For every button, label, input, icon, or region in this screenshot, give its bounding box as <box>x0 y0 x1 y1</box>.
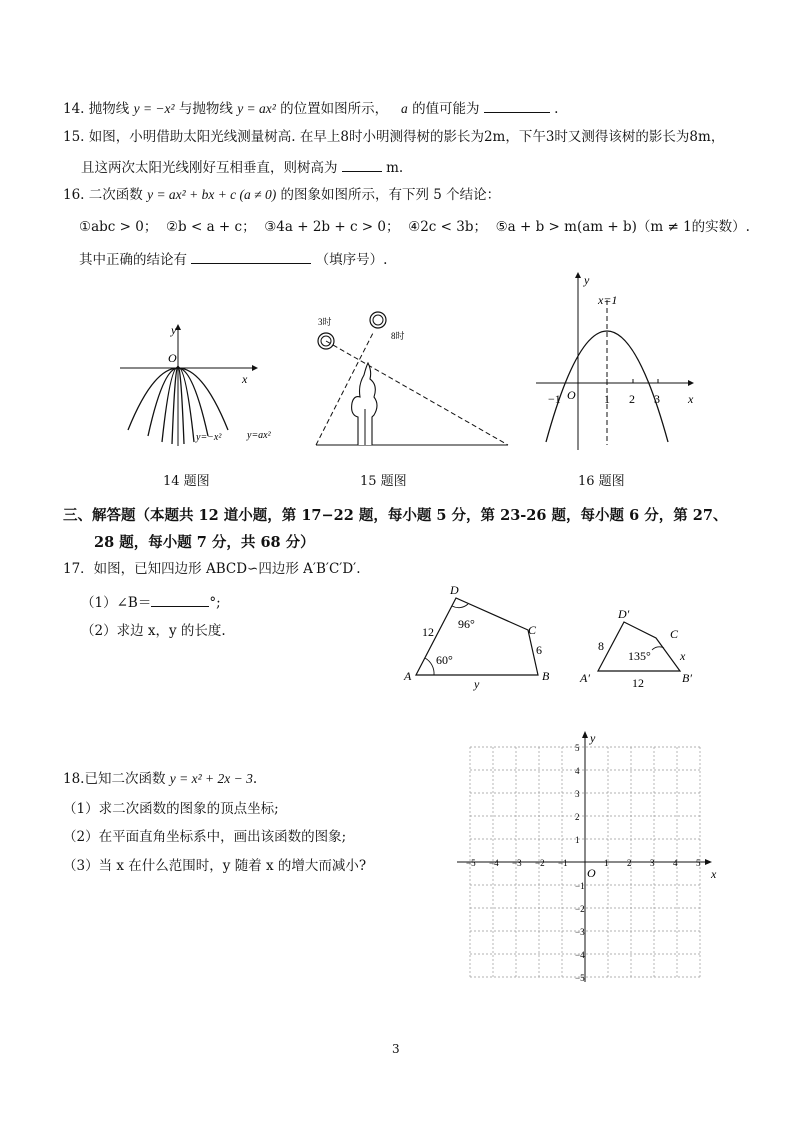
q16-text1: 二次函数 <box>88 187 143 203</box>
q16-c5: ⑤a + b > m(am + b)（m ≠ 1的实数）. <box>495 219 750 235</box>
grid-y-tick: 5 <box>575 743 580 753</box>
q14-var-a: a <box>401 101 408 116</box>
q14-text2: 与抛物线 <box>178 101 233 117</box>
q14-eq1: y = −x² <box>133 101 175 116</box>
fig15-label-8: 8时 <box>391 331 405 341</box>
section3-heading-1: 三、解答题（本题共 12 道小题，第 17−22 题，每小题 5 分，第 23-26 题，每小题 6 分，第 27、 <box>63 507 728 524</box>
fig15-ray-3 <box>326 341 508 445</box>
q17-label-A-prime: A′ <box>580 671 590 685</box>
q18-equation: y = x² + 2x − 3 <box>169 771 253 786</box>
grid-y-arrow <box>582 731 588 738</box>
q16-line1 <box>63 186 500 204</box>
q17-part1 <box>81 592 221 612</box>
fig14-origin: O <box>168 351 177 365</box>
fig15-diagram <box>308 305 518 453</box>
fig16-tick-neg1: −1 <box>548 392 561 406</box>
q18-part1: （1）求二次函数的图象的顶点坐标; <box>63 801 279 817</box>
q16-ans-text: 其中正确的结论有 <box>79 252 187 268</box>
grid-y-tick: −4 <box>575 950 585 960</box>
grid-x-tick: 1 <box>604 858 609 868</box>
page-number: 3 <box>392 1042 400 1056</box>
fig14-y-label: y <box>171 323 177 337</box>
grid-y-tick: 2 <box>575 812 580 822</box>
q16-ans-hint: （填序号）. <box>315 252 388 268</box>
fig14-caption: 14 题图 <box>163 474 210 489</box>
q16-c4: ④2c < 3b； <box>408 219 487 235</box>
q18-stem-end: . <box>252 771 258 787</box>
q14-end: . <box>554 101 559 117</box>
q17-angle-60: 60° <box>436 653 453 667</box>
fig15-label-3: 3时 <box>318 317 332 327</box>
q16-conclusions <box>79 218 750 236</box>
q15-unit: m. <box>386 160 404 176</box>
q15-number: 15. <box>63 129 85 145</box>
q14-number: 14. <box>63 101 85 117</box>
q16-eq: y = ax² + bx + c (a ≠ 0) <box>147 187 277 202</box>
fig16-parabola <box>546 331 668 442</box>
fig16-graph <box>528 270 708 455</box>
grid-y-label: y <box>590 731 596 745</box>
q17-part1-unit: °; <box>209 595 221 611</box>
grid-y-tick: −2 <box>575 904 585 914</box>
q16-c1: ①abc > 0； <box>79 219 158 235</box>
q15-answer-blank[interactable] <box>342 157 382 172</box>
q17-label-D-prime: D′ <box>618 607 630 621</box>
fig16-tick-2: 2 <box>629 392 635 406</box>
fig15-sun-8 <box>370 312 386 328</box>
grid-y-tick: 4 <box>575 766 580 776</box>
grid-y-tick: −5 <box>575 973 585 983</box>
fig14-x-label: x <box>242 372 248 386</box>
q17-quad-ABCD-prime <box>598 622 680 671</box>
grid-y-tick: 1 <box>575 835 580 845</box>
grid-x-tick: −1 <box>558 858 568 868</box>
q16-answer-line <box>79 249 387 269</box>
grid-x-arrow <box>705 859 712 865</box>
q16-text2: 的图象如图所示，有下列 5 个结论： <box>280 187 501 203</box>
q17-label-C-prime: C <box>670 627 679 641</box>
q14-text: 抛物线 <box>88 101 130 117</box>
q17-part1-text: （1）∠B＝ <box>81 595 152 611</box>
q15-line2 <box>81 157 403 177</box>
grid-x-tick: −4 <box>489 858 499 868</box>
q17-label-B-prime: B′ <box>682 671 692 685</box>
fig14-label-a: y=ax² <box>247 430 271 441</box>
fig16-x-label: x <box>688 392 694 406</box>
grid-x-tick: 5 <box>696 858 701 868</box>
grid-y-tick: −3 <box>575 927 585 937</box>
fig15-caption: 15 题图 <box>360 474 407 489</box>
q16-c3: ③4a + 2b + c > 0； <box>264 219 400 235</box>
q14-answer-blank[interactable] <box>484 98 550 113</box>
q15-line1 <box>63 128 724 146</box>
q17-angle-135: 135° <box>628 649 651 663</box>
q17-label-C: C <box>528 623 537 637</box>
fig14-graph <box>110 318 290 453</box>
q17-angle-96: 96° <box>458 617 475 631</box>
section3-heading-2: 28 题，每小题 7 分，共 68 分） <box>94 534 315 551</box>
grid-y-tick: −1 <box>575 881 585 891</box>
fig16-caption: 16 题图 <box>578 474 625 489</box>
grid-x-tick: −3 <box>512 858 522 868</box>
q18-coordinate-grid[interactable] <box>455 730 725 990</box>
q18-part2: （2）在平面直角坐标系中，画出该函数的图象; <box>63 829 347 845</box>
q17-stem: 17．如图，已知四边形 ABCD∽四边形 A′B′C′D′. <box>63 561 361 577</box>
q17-label-A: A <box>404 669 412 683</box>
q18-stem <box>63 770 257 788</box>
q17-side-12: 12 <box>422 625 434 639</box>
q17-side-6: 6 <box>536 643 542 657</box>
q16-c2: ②b < a + c； <box>165 219 256 235</box>
q17-side-y: y <box>474 677 480 691</box>
q17-quad-ABCD <box>416 598 538 675</box>
grid-origin: O <box>587 866 596 880</box>
fig15-tree <box>352 363 377 445</box>
q17-answer-blank[interactable] <box>151 592 209 607</box>
q14-text3: 的位置如图所示， <box>280 101 389 117</box>
q17-side-8: 8 <box>598 639 604 653</box>
fig16-origin: O <box>567 388 576 402</box>
q14-eq2: y = ax² <box>237 101 276 116</box>
q18-stem-text: 18.已知二次函数 <box>63 771 166 787</box>
grid-y-tick: 3 <box>575 789 580 799</box>
grid-x-tick: −5 <box>466 858 476 868</box>
q16-number: 16. <box>63 187 85 203</box>
fig16-tick-3: 3 <box>654 392 660 406</box>
q16-answer-blank[interactable] <box>191 249 311 264</box>
grid-x-tick: 2 <box>627 858 632 868</box>
fig16-tick-1: 1 <box>604 392 610 406</box>
q17-side-12-prime: 12 <box>632 676 644 690</box>
fig14-label-neg: y=−x² <box>196 432 222 443</box>
fig16-axis-label: x=1 <box>598 293 618 307</box>
grid-x-tick: 3 <box>650 858 655 868</box>
fig16-y-label: y <box>584 273 590 287</box>
grid-x-tick: 4 <box>673 858 678 868</box>
q15-text2: 且这两次太阳光线刚好互相垂直，则树高为 <box>81 160 338 176</box>
q17-label-D: D <box>450 583 459 597</box>
q17-label-B: B <box>542 669 550 683</box>
q17-side-x: x <box>680 649 686 663</box>
grid-x-label: x <box>711 867 717 881</box>
q15-text1: 如图，小明借助太阳光线测量树高. 在早上8时小明测得树的影长为2m，下午3时又测得该树的影长为8m， <box>88 129 725 145</box>
q17-quadrilaterals <box>398 578 708 693</box>
q18-part3: （3）当 x 在什么范围时，y 随着 x 的增大而减小? <box>63 858 367 874</box>
q14-text4: 的值可能为 <box>412 101 480 117</box>
grid-x-tick: −2 <box>535 858 545 868</box>
q14-line <box>63 98 558 118</box>
q17-part2: （2）求边 x，y 的长度. <box>81 623 226 639</box>
